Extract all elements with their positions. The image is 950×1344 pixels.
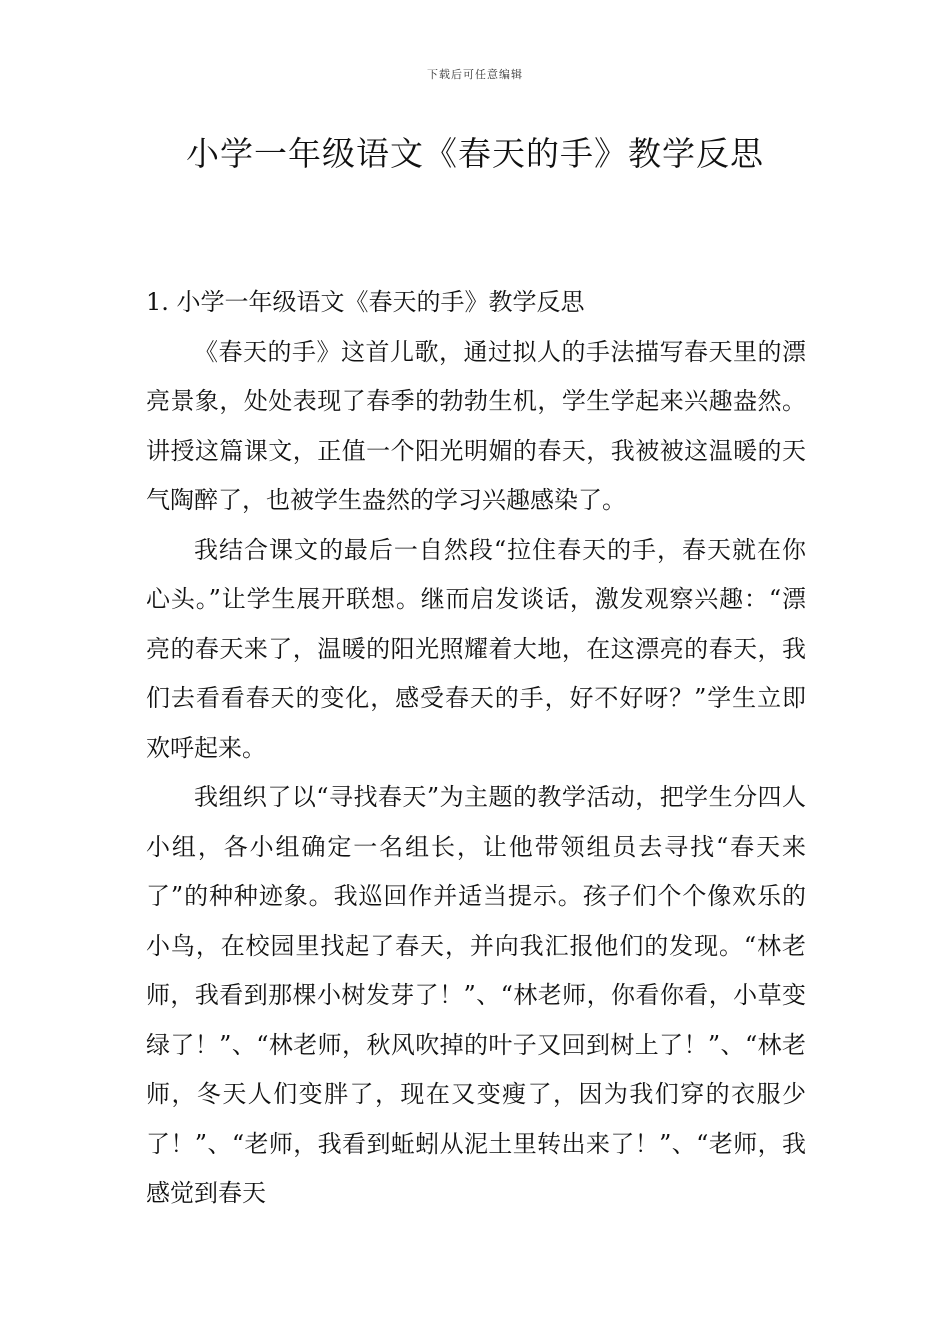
section-heading: 1. 小学一年级语文《春天的手》教学反思 bbox=[146, 288, 585, 316]
page-title: 小学一年级语文《春天的手》教学反思 bbox=[186, 134, 764, 173]
document-body bbox=[146, 278, 806, 1219]
paragraph-2: 我结合课文的最后一自然段“拉住春天的手，春天就在你心头。”让学生展开联想。继而启发谈话，激发观察兴趣：“漂亮的春天来了，温暖的阳光照耀着大地，在这漂亮的春天，我们去看看春天的变化，感受春天的手，好不好呀？”学生立即欢呼起来。 bbox=[146, 535, 806, 762]
paragraph-3: 我组织了以“寻找春天”为主题的教学活动，把学生分四人小组，各小组确定一名组长，让他带领组员去寻找“春天来了”的种种迹象。我巡回作并适当提示。孩子们个个像欢乐的小鸟，在校园里找起了春天，并向我汇报他们的发现。“林老师，我看到那棵小树发芽了！”、“林老师，你看你看，小草变绿了！”、“林老师，秋风吹掉的叶子又回到树上了！”、“林老师，冬天人们变胖了，现在又变瘦了，因为我们穿的衣服少了！”、“老师，我看到蚯蚓从泥土里转出来了！”、“老师，我感觉到春天 bbox=[146, 783, 806, 1207]
header-note: 下载后可任意编辑 bbox=[427, 68, 523, 81]
paragraph-1: 《春天的手》这首儿歌，通过拟人的手法描写春天里的漂亮景象，处处表现了春季的勃勃生机，学生学起来兴趣盎然。讲授这篇课文，正值一个阳光明媚的春天，我被被这温暖的天气陶醉了，也被学生盎然的学习兴趣感染了。 bbox=[146, 337, 806, 514]
